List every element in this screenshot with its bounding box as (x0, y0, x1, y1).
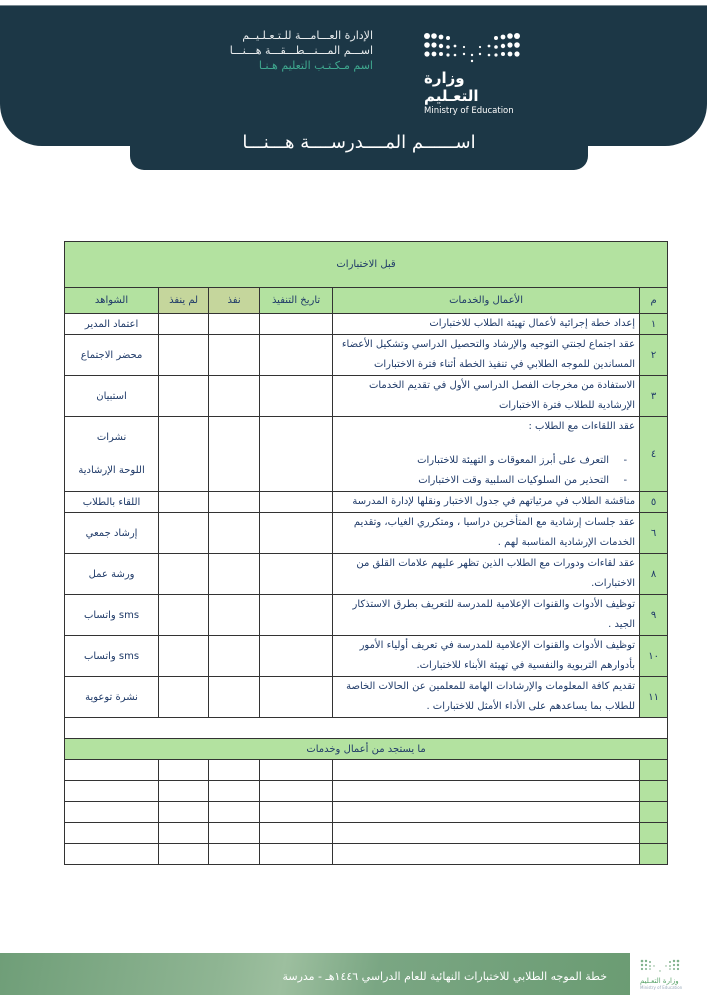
row-not-done-cell[interactable] (159, 595, 209, 636)
plan-table (64, 241, 668, 865)
empty-date-cell[interactable] (260, 760, 333, 781)
row-date-cell[interactable] (260, 554, 333, 595)
row-number: ٤ (640, 417, 668, 492)
row-not-done-cell[interactable] (159, 376, 209, 417)
row-evidence-text: محضر الاجتماع (80, 349, 143, 361)
school-name: اســــــم المــــدرســــة هـــنـــا (242, 132, 476, 153)
footer-logo (640, 958, 700, 990)
footer-logo-english: Ministry of Education (640, 985, 683, 990)
row-not-done-cell[interactable] (159, 417, 209, 492)
row-number: ٦ (640, 513, 668, 554)
empty-date-cell[interactable] (260, 802, 333, 823)
row-evidence (65, 677, 159, 718)
row-evidence-text-2: اللوحة الإرشادية (78, 465, 145, 476)
table-row (65, 376, 668, 417)
row-bullet-item: - التعرف على أبرز المعوقات و التهيئة للاختبارات (337, 451, 635, 471)
empty-evidence-cell[interactable] (65, 844, 159, 865)
row-number: ١ (640, 314, 668, 335)
col-num: م (640, 288, 668, 314)
row-work-text: الاستفادة من مخرجات الفصل الدراسي الأول في تقديم الخدمات الإرشادية للطلاب فترة الاختبارات (368, 380, 636, 411)
row-done-cell[interactable] (209, 314, 260, 335)
row-evidence-text: إرشاد جمعي (85, 527, 138, 539)
empty-work-cell[interactable] (333, 781, 640, 802)
row-bullet-list (337, 451, 635, 491)
empty-table-row (65, 760, 668, 781)
row-done-cell[interactable] (209, 595, 260, 636)
row-evidence-text: اللقاء بالطلاب (82, 496, 141, 508)
row-done-cell[interactable] (209, 417, 260, 492)
ministry-dots-icon (424, 33, 520, 63)
row-not-done-cell[interactable] (159, 492, 209, 513)
footer-logo-arabic: وزارة التعـليم (640, 977, 679, 985)
row-evidence (65, 554, 159, 595)
row-date-cell[interactable] (260, 417, 333, 492)
row-evidence (65, 595, 159, 636)
empty-not-done-cell[interactable] (159, 823, 209, 844)
footer-ministry-dots-icon (640, 959, 680, 973)
table-row (65, 417, 668, 492)
table-row (65, 335, 668, 376)
subsection-title: ما يستجد من أعمال وخدمات (65, 739, 668, 760)
table-row (65, 513, 668, 554)
empty-num-cell (640, 844, 668, 865)
row-work-text: توظيف الأدوات والقنوات الإعلامية للمدرسة للتعريف بطرق الاستذكار الجيد . (352, 599, 636, 630)
row-done-cell[interactable] (209, 376, 260, 417)
row-evidence (65, 376, 159, 417)
row-work-text: عقد جلسات إرشادية مع المتأخرين دراسيا ، ومتكرري الغياب، وتقديم الخدمات الإرشادية المناسبة لهم . (353, 517, 636, 548)
empty-num-cell (640, 802, 668, 823)
row-date-cell[interactable] (260, 636, 333, 677)
empty-date-cell[interactable] (260, 823, 333, 844)
col-work: الأعمال والخدمات (333, 288, 640, 314)
row-number: ١١ (640, 677, 668, 718)
col-evidence: الشواهد (65, 288, 159, 314)
row-not-done-cell[interactable] (159, 636, 209, 677)
row-evidence-text: اعتماد المدير (84, 318, 139, 330)
col-date: تاريخ التنفيذ (260, 288, 333, 314)
row-evidence (65, 513, 159, 554)
col-done: نفذ (209, 288, 260, 314)
empty-not-done-cell[interactable] (159, 802, 209, 823)
logo-arabic-text: وزارة التعـليم (424, 69, 479, 105)
row-number: ٥ (640, 492, 668, 513)
empty-table-row (65, 781, 668, 802)
row-work-text: عقد اجتماع لجنتي التوجيه والإرشاد والتحصيل الدراسي وتشكيل الأعضاء المساندين للموجه الطلابي في تنفيذ الخطة أثناء فترة الاختبارات (341, 339, 636, 370)
row-work-text: عقد لقاءات ودورات مع الطلاب الذين تظهر عليهم علامات القلق من الاختبارات. (356, 558, 636, 589)
row-work-text: إعداد خطة إجرائية لأعمال تهيئة الطلاب للاختبارات (429, 318, 636, 329)
row-bullet-item: - التحذير من السلوكيات السلبية وقت الاختبارات (337, 471, 635, 491)
row-evidence (65, 417, 159, 492)
row-done-cell[interactable] (209, 513, 260, 554)
logo-english-text: Ministry of Education (424, 106, 514, 116)
empty-table-row (65, 844, 668, 865)
row-work (333, 554, 640, 595)
row-evidence-text: sms واتساب (83, 650, 140, 662)
empty-not-done-cell[interactable] (159, 844, 209, 865)
table-row (65, 554, 668, 595)
table-row (65, 677, 668, 718)
empty-evidence-cell[interactable] (65, 760, 159, 781)
table-row (65, 595, 668, 636)
row-not-done-cell[interactable] (159, 554, 209, 595)
row-number: ٢ (640, 335, 668, 376)
empty-num-cell (640, 823, 668, 844)
row-evidence-text: استبيان (96, 390, 127, 402)
row-number: ٩ (640, 595, 668, 636)
admin-line-1: الإدارة العـــامـــة للـتـعـلـيــم (242, 29, 373, 42)
row-work-text: مناقشة الطلاب في مرئياتهم في جدول الاختبار ونقلها لإدارة المدرسة (352, 496, 636, 507)
row-date-cell[interactable] (260, 595, 333, 636)
row-work-text: تقديم كافة المعلومات والإرشادات الهامة للمعلمين عن الحالات الخاصة للطلاب بما يساعدهم على الأداء الأمثل للاختبارات . (346, 681, 636, 712)
row-work (333, 492, 640, 513)
ministry-logo (424, 33, 524, 116)
empty-not-done-cell[interactable] (159, 781, 209, 802)
table-row (65, 492, 668, 513)
empty-done-cell[interactable] (209, 844, 260, 865)
empty-work-cell[interactable] (333, 844, 640, 865)
row-evidence (65, 636, 159, 677)
row-evidence (65, 314, 159, 335)
row-date-cell[interactable] (260, 677, 333, 718)
row-work (333, 513, 640, 554)
empty-num-cell (640, 781, 668, 802)
row-work (333, 417, 640, 492)
row-evidence (65, 335, 159, 376)
row-evidence-text: نشرات (96, 432, 127, 443)
row-not-done-cell[interactable] (159, 513, 209, 554)
row-not-done-cell[interactable] (159, 314, 209, 335)
row-evidence-text: sms واتساب (83, 609, 140, 621)
row-evidence (65, 492, 159, 513)
row-date-cell[interactable] (260, 335, 333, 376)
empty-done-cell[interactable] (209, 802, 260, 823)
row-number: ١٠ (640, 636, 668, 677)
row-done-cell[interactable] (209, 636, 260, 677)
footer-text: خطة الموجه الطلابي للاختبارات النهائية للعام الدراسي ١٤٤٦هـ - مدرسة (282, 970, 607, 983)
table-row (65, 636, 668, 677)
row-done-cell[interactable] (209, 677, 260, 718)
empty-num-cell (640, 760, 668, 781)
table-row (65, 314, 668, 335)
admin-line-2: اســـم المـــنـــطـــقـــة هـــنـــا (229, 44, 373, 57)
row-date-cell[interactable] (260, 492, 333, 513)
row-number: ٨ (640, 554, 668, 595)
row-not-done-cell[interactable] (159, 335, 209, 376)
empty-done-cell[interactable] (209, 823, 260, 844)
row-evidence-text: نشرة توعوية (85, 691, 138, 703)
empty-date-cell[interactable] (260, 781, 333, 802)
row-work-text: توظيف الأدوات والقنوات الإعلامية للمدرسة في تعريف أولياء الأمور بأدوارهم التربوية والنفسية في تهيئة الأبناء للاختبارات. (359, 640, 636, 671)
empty-done-cell[interactable] (209, 781, 260, 802)
empty-work-cell[interactable] (333, 802, 640, 823)
row-work (333, 335, 640, 376)
administration-block (230, 28, 373, 73)
empty-evidence-cell[interactable] (65, 823, 159, 844)
row-date-cell[interactable] (260, 376, 333, 417)
col-not-done: لم ينفذ (159, 288, 209, 314)
empty-work-cell[interactable] (333, 760, 640, 781)
row-work (333, 636, 640, 677)
row-date-cell[interactable] (260, 314, 333, 335)
empty-evidence-cell[interactable] (65, 781, 159, 802)
row-work (333, 314, 640, 335)
empty-done-cell[interactable] (209, 760, 260, 781)
empty-table-row (65, 802, 668, 823)
row-done-cell[interactable] (209, 335, 260, 376)
empty-evidence-cell[interactable] (65, 802, 159, 823)
empty-table-row (65, 823, 668, 844)
section-title: قبل الاختبارات (65, 242, 668, 288)
empty-not-done-cell[interactable] (159, 760, 209, 781)
row-done-cell[interactable] (209, 492, 260, 513)
empty-date-cell[interactable] (260, 844, 333, 865)
row-work (333, 677, 640, 718)
row-not-done-cell[interactable] (159, 677, 209, 718)
row-work (333, 595, 640, 636)
row-evidence-text: ورشة عمل (88, 568, 135, 580)
empty-work-cell[interactable] (333, 823, 640, 844)
spacer-row (65, 718, 668, 739)
office-line: اسم مـكـتـب التعليم هـنـا (258, 59, 373, 72)
row-number: ٣ (640, 376, 668, 417)
row-work-text: عقد اللقاءات مع الطلاب : (528, 421, 636, 432)
row-work (333, 376, 640, 417)
row-date-cell[interactable] (260, 513, 333, 554)
row-done-cell[interactable] (209, 554, 260, 595)
